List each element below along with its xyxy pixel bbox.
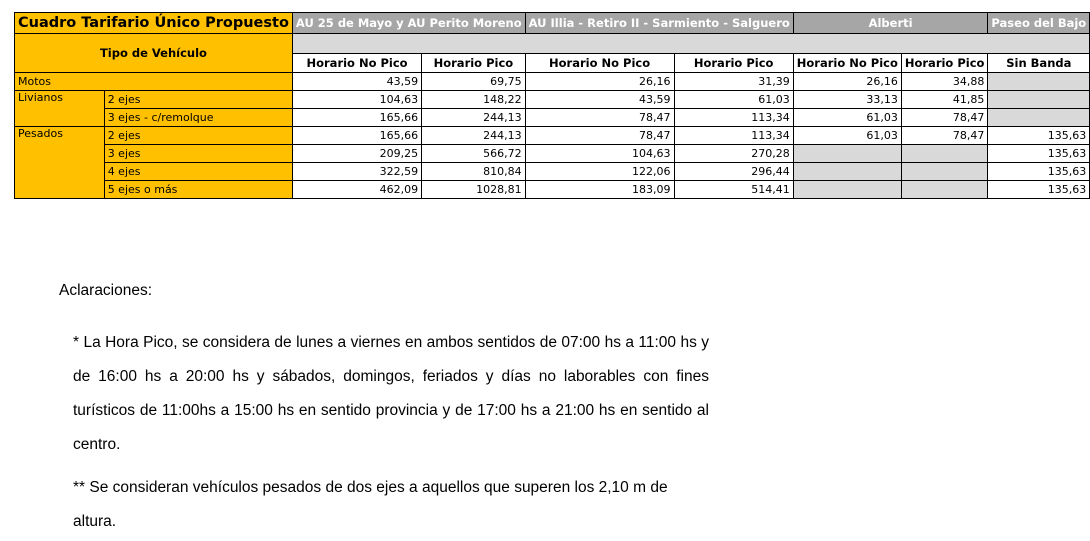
- sub-header: Horario No Pico: [793, 54, 901, 73]
- value-cell: 78,47: [901, 127, 988, 145]
- subcategory-label: 5 ejes o más: [104, 181, 292, 199]
- table-row: [15, 91, 1090, 109]
- category-motos: Motos: [15, 73, 293, 91]
- value-cell: 61,03: [674, 91, 793, 109]
- value-cell: 78,47: [525, 109, 674, 127]
- value-cell: 43,59: [292, 73, 421, 91]
- subcategory-label: 2 ejes: [104, 127, 292, 145]
- empty-cell: [901, 181, 988, 199]
- value-cell: 135,63: [988, 181, 1090, 199]
- table-row: [15, 73, 1090, 91]
- value-cell: 33,13: [793, 91, 901, 109]
- value-cell: 135,63: [988, 145, 1090, 163]
- value-cell: 61,03: [793, 109, 901, 127]
- sub-header: Horario Pico: [901, 54, 988, 73]
- notes-heading: Aclaraciones:: [59, 282, 153, 299]
- empty-cell: [988, 109, 1090, 127]
- value-cell: 61,03: [793, 127, 901, 145]
- subcategory-label: 3 ejes: [104, 145, 292, 163]
- value-cell: 104,63: [292, 91, 421, 109]
- table-title: Cuadro Tarifario Único Propuesto: [15, 13, 293, 34]
- sub-header: Horario Pico: [674, 54, 793, 73]
- value-cell: 113,34: [674, 109, 793, 127]
- empty-cell: [793, 145, 901, 163]
- value-cell: 135,63: [988, 127, 1090, 145]
- spacer-row: [15, 34, 1090, 54]
- sub-header: Horario No Pico: [292, 54, 421, 73]
- group-header-alberti: Alberti: [793, 13, 988, 34]
- table-row: [15, 109, 1090, 127]
- value-cell: 165,66: [292, 127, 421, 145]
- value-cell: 43,59: [525, 91, 674, 109]
- group-header-row: [15, 13, 1090, 34]
- value-cell: 566,72: [422, 145, 526, 163]
- note-hora-pico: * La Hora Pico, se considera de lunes a viernes en ambos sentidos de 07:00 hs a 11:00 hs y de 16:00 hs a 20:00 hs y sábados, domingos, feriados y días no laborables con fines turísticos de 11:00hs a 15:00 hs en sentido provincia y de 17:00 hs a 21:00 hs en sentido al centro.: [73, 334, 709, 453]
- value-cell: 244,13: [422, 109, 526, 127]
- value-cell: 165,66: [292, 109, 421, 127]
- sub-header: Sin Banda: [988, 54, 1090, 73]
- subcategory-label: 3 ejes - c/remolque: [104, 109, 292, 127]
- value-cell: 270,28: [674, 145, 793, 163]
- value-cell: 322,59: [292, 163, 421, 181]
- table-row: [15, 181, 1090, 199]
- note-pesados: ** Se consideran vehículos pesados de dos ejes a aquellos que superen los 2,10 m de altura.: [73, 479, 668, 530]
- value-cell: 78,47: [901, 109, 988, 127]
- empty-cell: [793, 181, 901, 199]
- value-cell: 69,75: [422, 73, 526, 91]
- value-cell: 41,85: [901, 91, 988, 109]
- category-livianos: Livianos: [15, 91, 105, 127]
- value-cell: 26,16: [525, 73, 674, 91]
- sub-header: Horario Pico: [422, 54, 526, 73]
- value-cell: 244,13: [422, 127, 526, 145]
- value-cell: 78,47: [525, 127, 674, 145]
- value-cell: 209,25: [292, 145, 421, 163]
- value-cell: 104,63: [525, 145, 674, 163]
- group-header-paseo-bajo: Paseo del Bajo: [988, 13, 1090, 34]
- value-cell: 1028,81: [422, 181, 526, 199]
- table-row: [15, 127, 1090, 145]
- empty-cell: [901, 163, 988, 181]
- value-cell: 810,84: [422, 163, 526, 181]
- spacer-cell: [292, 34, 1089, 54]
- value-cell: 34,88: [901, 73, 988, 91]
- empty-cell: [988, 91, 1090, 109]
- empty-cell: [988, 73, 1090, 91]
- sub-header: Horario No Pico: [525, 54, 674, 73]
- empty-cell: [901, 145, 988, 163]
- value-cell: 462,09: [292, 181, 421, 199]
- value-cell: 113,34: [674, 127, 793, 145]
- value-cell: 135,63: [988, 163, 1090, 181]
- value-cell: 296,44: [674, 163, 793, 181]
- category-pesados: Pesados: [15, 127, 105, 199]
- vehicle-type-header: Tipo de Vehículo: [15, 34, 293, 73]
- group-header-illia: AU Illia - Retiro II - Sarmiento - Salguero: [525, 13, 793, 34]
- value-cell: 31,39: [674, 73, 793, 91]
- table-row: [15, 163, 1090, 181]
- tarifa-table: [14, 12, 1090, 199]
- empty-cell: [793, 163, 901, 181]
- value-cell: 514,41: [674, 181, 793, 199]
- value-cell: 148,22: [422, 91, 526, 109]
- subcategory-label: 4 ejes: [104, 163, 292, 181]
- group-header-au25: AU 25 de Mayo y AU Perito Moreno: [292, 13, 525, 34]
- value-cell: 26,16: [793, 73, 901, 91]
- table-row: [15, 145, 1090, 163]
- subcategory-label: 2 ejes: [104, 91, 292, 109]
- value-cell: 122,06: [525, 163, 674, 181]
- value-cell: 183,09: [525, 181, 674, 199]
